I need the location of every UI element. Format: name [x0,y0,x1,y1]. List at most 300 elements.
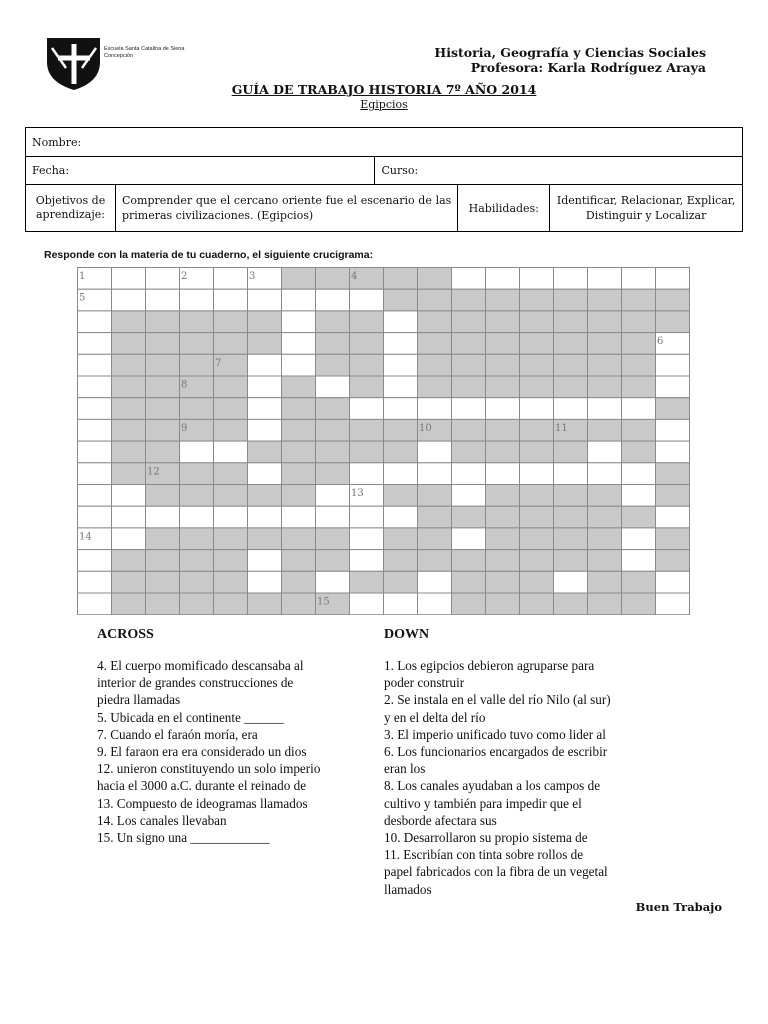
blocked-cell [384,550,418,572]
answer-cell[interactable] [78,441,112,463]
blocked-cell [418,550,452,572]
blocked-cell [248,528,282,550]
blocked-cell [384,528,418,550]
blocked-cell [418,289,452,311]
answer-cell[interactable] [520,398,554,420]
across-heading: ACROSS [97,627,154,642]
blocked-cell [486,419,520,441]
instructions: Responde con la materia de tu cuaderno, el siguiente crucigrama: [44,249,374,261]
answer-cell[interactable] [486,398,520,420]
blocked-cell [112,571,146,593]
clue-number: 14 [79,531,92,543]
clue-number: 8 [181,379,188,391]
answer-cell[interactable] [78,311,112,333]
blocked-cell [350,333,384,355]
answer-cell[interactable] [146,289,180,311]
answer-cell[interactable] [282,506,316,528]
answer-cell[interactable] [622,485,656,507]
blocked-cell [384,571,418,593]
blocked-cell [452,354,486,376]
blocked-cell [316,311,350,333]
subject-name: Historia, Geografía y Ciencias Sociales [434,45,706,60]
answer-cell[interactable] [316,571,350,593]
down-clue-line: 10. Desarrollaron su propio sistema de [384,830,588,846]
blocked-cell [214,463,248,485]
answer-cell[interactable] [146,268,180,290]
answer-cell[interactable] [418,398,452,420]
answer-cell[interactable] [656,441,690,463]
blocked-cell [112,376,146,398]
blocked-cell [622,376,656,398]
answer-cell[interactable] [78,506,112,528]
blocked-cell [520,354,554,376]
blocked-cell [146,376,180,398]
blocked-cell [146,354,180,376]
answer-cell[interactable] [282,333,316,355]
blocked-cell [112,419,146,441]
blocked-cell [452,289,486,311]
down-clue-line: 1. Los egipcios debieron agruparse para [384,658,595,673]
blocked-cell [520,289,554,311]
clue-number: 12 [147,466,160,478]
answer-cell[interactable] [214,289,248,311]
blocked-cell [452,376,486,398]
blocked-cell [282,268,316,290]
answer-cell[interactable] [452,463,486,485]
answer-cell[interactable] [180,289,214,311]
blocked-cell [282,528,316,550]
blocked-cell [214,398,248,420]
answer-cell[interactable] [282,311,316,333]
blocked-cell [180,550,214,572]
footer-message: Buen Trabajo [635,900,722,914]
blocked-cell [282,485,316,507]
nombre-label: Nombre: [32,135,82,149]
blocked-cell [588,571,622,593]
blocked-cell [112,398,146,420]
blocked-cell [384,419,418,441]
blocked-cell [656,289,690,311]
blocked-cell [112,550,146,572]
blocked-cell [282,550,316,572]
clue-number: 13 [351,488,364,499]
across-clue-line: 9. El faraon era era considerado un dios [97,744,307,760]
blocked-cell [656,485,690,507]
answer-cell[interactable] [622,550,656,572]
answer-cell[interactable] [622,528,656,550]
blocked-cell [316,441,350,463]
blocked-cell [248,333,282,355]
answer-cell[interactable] [214,441,248,463]
answer-cell[interactable] [418,441,452,463]
across-clue-line: 13. Compuesto de ideogramas llamados [97,795,308,811]
answer-cell[interactable] [384,506,418,528]
clue-number: 2 [181,271,188,282]
blocked-cell [418,376,452,398]
answer-cell[interactable] [656,376,690,398]
answer-cell[interactable] [350,463,384,485]
answer-cell[interactable] [180,506,214,528]
answer-cell[interactable] [656,571,690,593]
answer-cell[interactable] [384,333,418,355]
across-clue-line: 15. Un signo una ____________ [97,830,270,846]
answer-cell[interactable] [316,376,350,398]
blocked-cell [656,463,690,485]
answer-cell[interactable] [418,463,452,485]
habilidades-label: Habilidades: [458,185,550,232]
answer-cell[interactable] [656,419,690,441]
blocked-cell [418,528,452,550]
blocked-cell [112,441,146,463]
answer-cell[interactable] [554,398,588,420]
blocked-cell [350,419,384,441]
blocked-cell [112,354,146,376]
down-clue-line: y en el delta del río [384,709,486,725]
blocked-cell [554,289,588,311]
across-clue-line: 12. unieron constituyendo un solo imperio [97,761,321,777]
header-info [434,45,706,75]
answer-cell[interactable] [350,593,384,615]
blocked-cell [180,398,214,420]
answer-cell[interactable] [452,398,486,420]
blocked-cell [622,333,656,355]
answer-cell[interactable] [350,289,384,311]
answer-cell[interactable] [248,289,282,311]
blocked-cell [622,354,656,376]
blocked-cell [146,571,180,593]
blocked-cell [520,506,554,528]
objetivos-text: Comprender que el cercano oriente fue el escenario de las primeras civilizaciones. (Egipcios) [115,185,457,232]
blocked-cell [520,528,554,550]
blocked-cell [384,289,418,311]
blocked-cell [146,593,180,615]
answer-cell[interactable] [316,289,350,311]
blocked-cell [452,311,486,333]
answer-cell[interactable] [520,268,554,290]
blocked-cell [112,333,146,355]
answer-cell[interactable] [146,506,180,528]
blocked-cell [146,333,180,355]
blocked-cell [418,485,452,507]
school-name-line2: Concepción [104,52,134,59]
blocked-cell [656,550,690,572]
curso-field[interactable] [375,157,743,185]
answer-cell[interactable] [316,506,350,528]
answer-cell[interactable] [78,571,112,593]
answer-cell[interactable] [214,506,248,528]
answer-cell[interactable] [384,376,418,398]
answer-cell[interactable] [452,485,486,507]
answer-cell[interactable] [282,289,316,311]
blocked-cell [554,485,588,507]
blocked-cell [588,354,622,376]
blocked-cell [588,333,622,355]
blocked-cell [486,441,520,463]
answer-cell[interactable] [78,419,112,441]
answer-cell[interactable] [350,550,384,572]
answer-cell[interactable] [486,268,520,290]
blocked-cell [350,441,384,463]
blocked-cell [146,441,180,463]
blocked-cell [520,571,554,593]
clue-number: 5 [79,292,86,304]
answer-cell[interactable] [112,528,146,550]
blocked-cell [486,311,520,333]
blocked-cell [588,289,622,311]
blocked-cell [520,311,554,333]
clue-number: 4 [351,271,358,282]
clue-number: 1 [79,271,86,282]
answer-cell[interactable] [180,441,214,463]
blocked-cell [588,528,622,550]
answer-cell[interactable] [248,506,282,528]
blocked-cell [350,571,384,593]
blocked-cell [180,593,214,615]
answer-cell[interactable] [554,268,588,290]
blocked-cell [316,419,350,441]
page-subtitle: Egipcios [360,98,408,111]
answer-cell[interactable] [418,593,452,615]
across-clue-line: piedra llamadas [97,692,181,708]
clue-number: 6 [657,336,664,348]
answer-cell[interactable] [248,419,282,441]
down-clue-line: eran los [384,761,426,777]
answer-cell[interactable] [588,268,622,290]
blocked-cell [316,354,350,376]
down-clue-line: llamados [384,881,432,897]
blocked-cell [452,506,486,528]
blocked-cell [180,311,214,333]
down-clue-line: 6. Los funcionarios encargados de escribir [384,744,608,760]
answer-cell[interactable] [554,571,588,593]
blocked-cell [146,311,180,333]
answer-cell[interactable] [112,506,146,528]
blocked-cell [282,376,316,398]
blocked-cell [146,485,180,507]
answer-cell[interactable] [588,398,622,420]
answer-cell[interactable] [248,463,282,485]
blocked-cell [520,419,554,441]
blocked-cell [656,528,690,550]
school-name [104,46,184,59]
blocked-cell [418,506,452,528]
fecha-label: Fecha: [32,164,70,177]
answer-cell[interactable] [622,463,656,485]
blocked-cell [214,333,248,355]
blocked-cell [554,550,588,572]
blocked-cell [350,376,384,398]
clue-number: 3 [249,271,256,282]
answer-cell[interactable] [350,528,384,550]
answer-cell[interactable] [316,485,350,507]
down-clue-line: desborde afectara sus [384,812,497,828]
blocked-cell [180,463,214,485]
answer-cell[interactable] [350,398,384,420]
blocked-cell [554,441,588,463]
blocked-cell [418,311,452,333]
clue-number: 7 [215,357,222,369]
blocked-cell [112,463,146,485]
answer-cell[interactable] [78,485,112,507]
answer-cell[interactable] [384,593,418,615]
down-clue-line: 3. El imperio unificado tuvo como lider al [384,726,606,742]
blocked-cell [656,311,690,333]
down-heading: DOWN [384,627,430,642]
curso-label: Curso: [381,164,419,177]
answer-cell[interactable] [622,398,656,420]
blocked-cell [180,528,214,550]
answer-cell[interactable] [588,463,622,485]
answer-cell[interactable] [622,268,656,290]
down-clue-line: cultivo y también para impedir que el [384,795,582,811]
blocked-cell [214,593,248,615]
answer-cell[interactable] [248,398,282,420]
answer-cell[interactable] [248,550,282,572]
blocked-cell [282,398,316,420]
blocked-cell [486,593,520,615]
answer-cell[interactable] [656,354,690,376]
blocked-cell [316,333,350,355]
blocked-cell [146,398,180,420]
answer-cell[interactable] [248,376,282,398]
objetivos-label: Objetivos de aprendizaje: [26,185,116,232]
answer-cell[interactable] [486,463,520,485]
clue-number: 15 [317,596,330,608]
answer-cell[interactable] [112,485,146,507]
blocked-cell [418,333,452,355]
answer-cell[interactable] [78,398,112,420]
blocked-cell [486,376,520,398]
answer-cell[interactable] [452,528,486,550]
fecha-field[interactable] [26,157,375,185]
blocked-cell [452,593,486,615]
blocked-cell [622,419,656,441]
down-clues [384,657,674,898]
down-clue-line: papel fabricados con la fibra de un vegetal [384,864,608,880]
blocked-cell [588,376,622,398]
across-clue-line: 7. Cuando el faraón moría, era [97,726,258,742]
answer-cell[interactable] [78,376,112,398]
blocked-cell [282,441,316,463]
blocked-cell [282,419,316,441]
blocked-cell [316,268,350,290]
answer-cell[interactable] [78,550,112,572]
blocked-cell [486,528,520,550]
blocked-cell [112,593,146,615]
blocked-cell [486,506,520,528]
answer-cell[interactable] [384,398,418,420]
answer-cell[interactable] [78,593,112,615]
answer-cell[interactable] [350,506,384,528]
page-title: GUÍA DE TRABAJO HISTORIA 7º AÑO 2014 [231,82,537,97]
answer-cell[interactable] [282,354,316,376]
crossword-grid [77,267,690,615]
answer-cell[interactable] [520,463,554,485]
blocked-cell [248,485,282,507]
answer-cell[interactable] [452,268,486,290]
blocked-cell [554,376,588,398]
blocked-cell [214,550,248,572]
answer-cell[interactable] [384,354,418,376]
blocked-cell [452,333,486,355]
school-name-line1: Escuela Santa Catalina de Siena [104,46,185,52]
blocked-cell [486,354,520,376]
clue-number: 9 [181,422,188,434]
blocked-cell [214,376,248,398]
blocked-cell [248,441,282,463]
blocked-cell [282,463,316,485]
answer-cell[interactable] [656,268,690,290]
blocked-cell [146,528,180,550]
blocked-cell [486,333,520,355]
answer-cell[interactable] [656,506,690,528]
answer-cell[interactable] [78,463,112,485]
blocked-cell [384,268,418,290]
answer-cell[interactable] [78,354,112,376]
blocked-cell [554,354,588,376]
answer-cell[interactable] [78,333,112,355]
blocked-cell [486,289,520,311]
across-clues [97,657,382,846]
answer-cell[interactable] [656,593,690,615]
nombre-field[interactable] [26,128,743,157]
answer-cell[interactable] [554,463,588,485]
answer-cell[interactable] [384,463,418,485]
blocked-cell [146,419,180,441]
answer-cell[interactable] [418,571,452,593]
blocked-cell [520,441,554,463]
blocked-cell [520,376,554,398]
habilidades-text: Identificar, Relacionar, Explicar, Distinguir y Localizar [550,185,743,232]
blocked-cell [180,354,214,376]
answer-cell[interactable] [588,441,622,463]
answer-cell[interactable] [248,571,282,593]
blocked-cell [520,485,554,507]
across-clue-line: interior de grandes construcciones de [97,675,294,691]
blocked-cell [554,311,588,333]
blocked-cell [656,398,690,420]
answer-cell[interactable] [384,311,418,333]
blocked-cell [180,485,214,507]
blocked-cell [588,550,622,572]
blocked-cell [622,311,656,333]
blocked-cell [554,528,588,550]
blocked-cell [554,333,588,355]
blocked-cell [384,485,418,507]
student-info-table [25,127,743,232]
blocked-cell [554,506,588,528]
blocked-cell [452,571,486,593]
blocked-cell [214,571,248,593]
answer-cell[interactable] [112,289,146,311]
blocked-cell [112,311,146,333]
down-clue-line: 11. Escribían con tinta sobre rollos de [384,847,584,863]
blocked-cell [316,550,350,572]
blocked-cell [282,593,316,615]
answer-cell[interactable] [112,268,146,290]
answer-cell[interactable] [214,268,248,290]
across-clue-line: 14. Los canales llevaban [97,812,227,828]
blocked-cell [350,311,384,333]
down-clue-line: 2. Se instala en el valle del río Nilo (al sur) [384,692,611,708]
blocked-cell [248,311,282,333]
blocked-cell [622,593,656,615]
blocked-cell [316,528,350,550]
blocked-cell [520,333,554,355]
answer-cell[interactable] [248,354,282,376]
blocked-cell [146,550,180,572]
blocked-cell [622,441,656,463]
